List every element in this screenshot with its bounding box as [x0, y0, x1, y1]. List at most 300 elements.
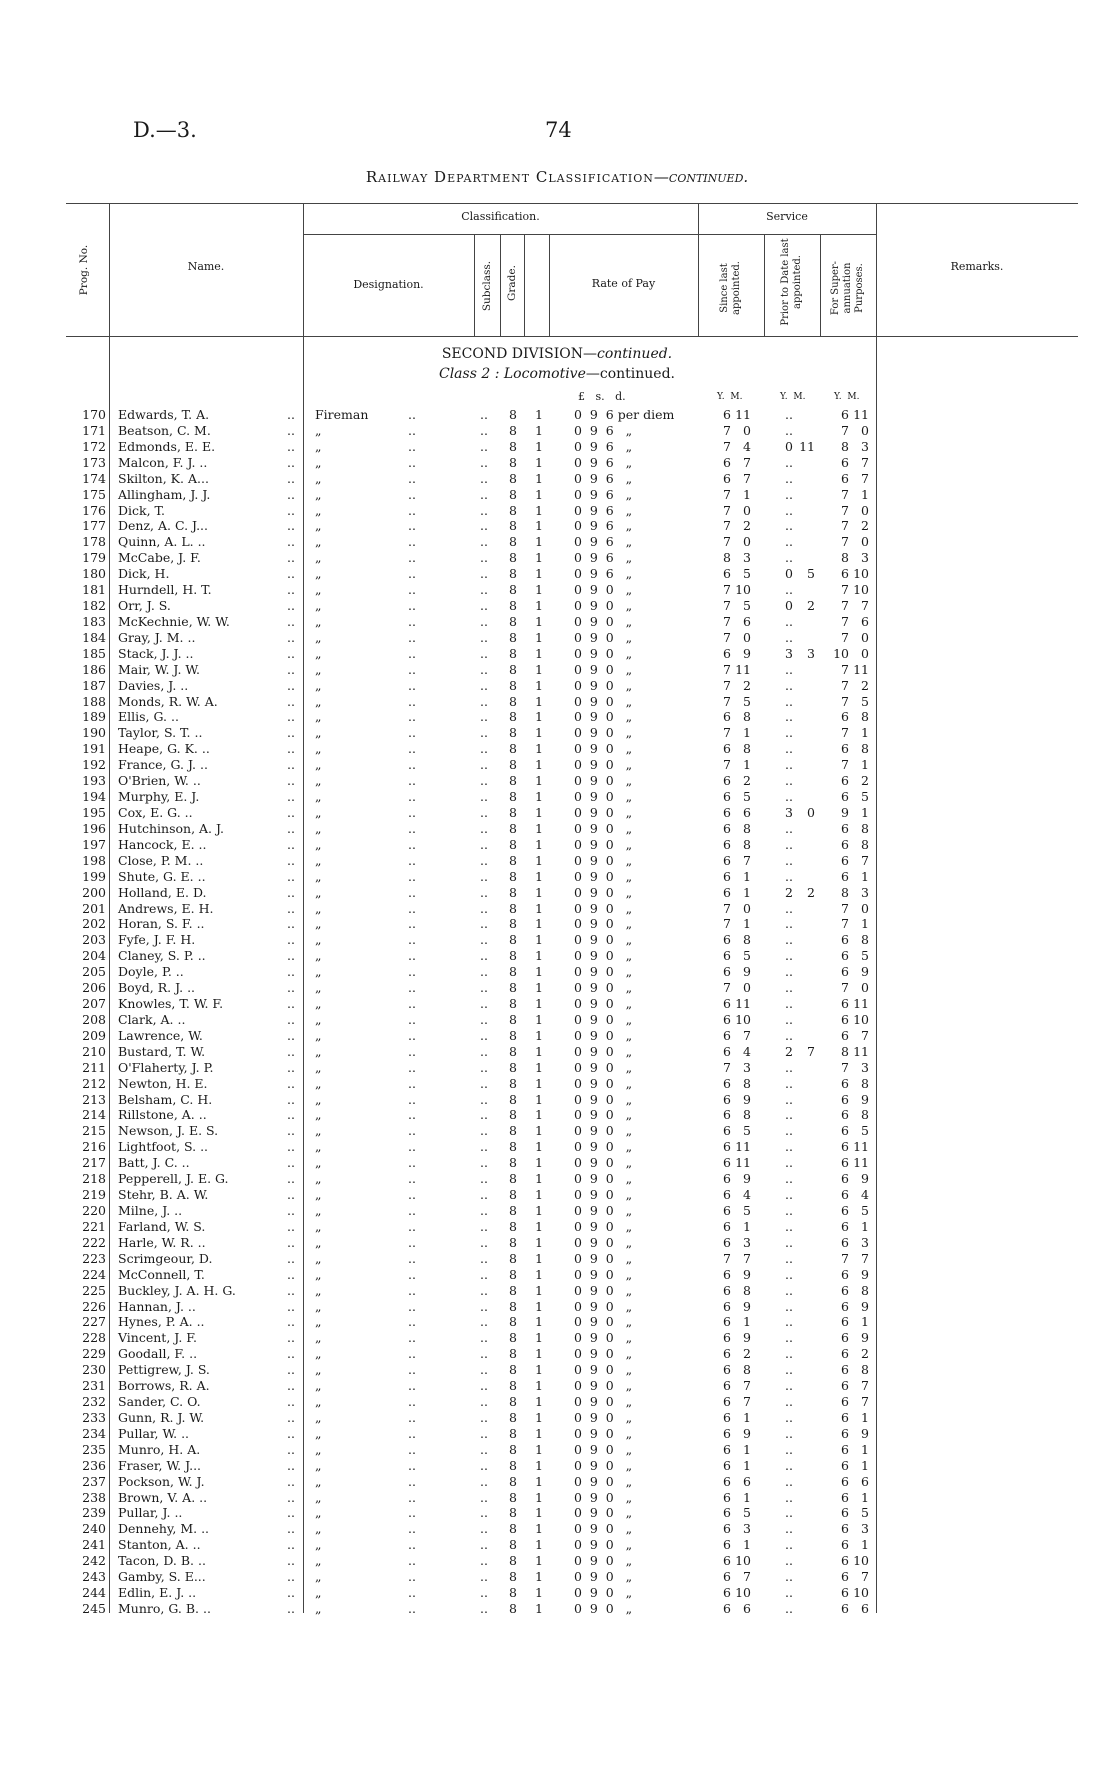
cell-leader: .. — [408, 1075, 416, 1091]
cell-prog-no: 175 — [82, 486, 106, 502]
table-row — [0, 773, 1114, 789]
cell-prog-no: 208 — [82, 1011, 106, 1027]
cell-leader: .. — [408, 789, 416, 805]
cell-super-months: 1 — [861, 1537, 869, 1553]
cell-name: McConnell, T. — [118, 1266, 205, 1282]
cell-subclass: 8 — [509, 948, 517, 964]
cell-since-months: 8 — [743, 1282, 751, 1298]
cell-name: Beatson, C. M. — [118, 422, 211, 438]
cell-since-years: 6 — [723, 868, 731, 884]
cell-super-months: 1 — [861, 1441, 869, 1457]
cell-subclass: 8 — [509, 1266, 517, 1282]
table-row — [0, 1139, 1114, 1155]
cell-leader: .. — [480, 566, 488, 582]
cell-super-months: 3 — [861, 1059, 869, 1075]
cell-subclass: 8 — [509, 486, 517, 502]
cell-subclass: 8 — [509, 741, 517, 757]
cell-since-years: 6 — [723, 1409, 731, 1425]
units-prior: Y. M. — [780, 392, 806, 402]
cell-prior-years: .. — [785, 502, 793, 518]
cell-super-years: 6 — [841, 1234, 849, 1250]
cell-leader: .. — [287, 422, 295, 438]
cell-since-months: 6 — [743, 805, 751, 820]
cell-since-months: 10 — [735, 1585, 751, 1601]
cell-grade: 1 — [535, 470, 543, 486]
cell-leader: .. — [287, 629, 295, 645]
table-row — [0, 1044, 1114, 1060]
cell-leader: .. — [480, 757, 488, 773]
cell-leader: .. — [287, 1218, 295, 1234]
cell-super-months: 0 — [861, 422, 869, 438]
cell-leader: .. — [408, 900, 416, 916]
cell-rate-of-pay: 0 9 0 „ — [574, 1537, 633, 1553]
cell-grade: 1 — [535, 916, 543, 932]
cell-designation: „ — [315, 916, 322, 932]
cell-super-years: 7 — [841, 598, 849, 614]
class-label: Class 2 : — [438, 366, 500, 382]
cell-leader: .. — [408, 486, 416, 502]
cell-prior-years: .. — [785, 1171, 793, 1187]
cell-since-months: 11 — [735, 1139, 751, 1155]
cell-since-years: 7 — [723, 582, 731, 598]
cell-designation: „ — [315, 900, 322, 916]
cell-subclass: 8 — [509, 868, 517, 884]
cell-super-months: 7 — [861, 852, 869, 868]
cell-grade: 1 — [535, 693, 543, 709]
cell-prior-years: .. — [785, 852, 793, 868]
cell-prog-no: 205 — [82, 964, 106, 980]
cell-rate-of-pay: 0 9 0 „ — [574, 1027, 633, 1043]
cell-since-years: 6 — [723, 1314, 731, 1330]
cell-leader: .. — [408, 645, 416, 661]
cell-leader: .. — [287, 502, 295, 518]
cell-super-years: 6 — [841, 1171, 849, 1187]
cell-rate-of-pay: 0 9 0 „ — [574, 613, 633, 629]
cell-leader: .. — [287, 1378, 295, 1394]
cell-rate-of-pay: 0 9 6 „ — [574, 502, 633, 518]
cell-designation: „ — [315, 741, 322, 757]
cell-leader: .. — [480, 1409, 488, 1425]
cell-since-years: 6 — [723, 1139, 731, 1155]
cell-prior-years: .. — [785, 454, 793, 470]
cell-prior-years: .. — [785, 582, 793, 598]
cell-prog-no: 244 — [82, 1585, 106, 1601]
cell-prog-no: 229 — [82, 1346, 106, 1362]
cell-since-years: 6 — [723, 1378, 731, 1394]
cell-rate-of-pay: 0 9 0 „ — [574, 996, 633, 1012]
cell-name: O'Flaherty, J. P. — [118, 1059, 214, 1075]
table-row — [0, 503, 1114, 519]
cell-subclass: 8 — [509, 1409, 517, 1425]
cell-prior-years: .. — [785, 1234, 793, 1250]
cell-leader: .. — [287, 1521, 295, 1537]
cell-rate-of-pay: 0 9 0 „ — [574, 1521, 633, 1537]
cell-leader: .. — [480, 677, 488, 693]
cell-since-years: 6 — [723, 1203, 731, 1218]
cell-super-months: 11 — [853, 1155, 869, 1171]
cell-prior-years: .. — [785, 1553, 793, 1569]
cell-prog-no: 186 — [82, 661, 106, 677]
cell-prior-years: 3 — [785, 805, 793, 820]
cell-prior-years: .. — [785, 836, 793, 852]
cell-leader: .. — [480, 502, 488, 518]
cell-rate-of-pay: 0 9 0 „ — [574, 1569, 633, 1585]
header-rate-of-pay: Rate of Pay — [591, 277, 656, 290]
table-row — [0, 1474, 1114, 1490]
cell-since-months: 1 — [743, 486, 751, 502]
cell-rate-of-pay: 0 9 0 „ — [574, 1441, 633, 1457]
cell-prog-no: 193 — [82, 773, 106, 789]
cell-grade: 1 — [535, 1266, 543, 1282]
cell-leader: .. — [287, 868, 295, 884]
cell-leader: .. — [408, 534, 416, 550]
cell-subclass: 8 — [509, 582, 517, 598]
cell-name: Boyd, R. J. .. — [118, 980, 196, 996]
cell-prog-no: 202 — [82, 916, 106, 932]
cell-leader: .. — [287, 1298, 295, 1314]
cell-super-months: 8 — [861, 932, 869, 948]
cell-designation: „ — [315, 582, 322, 598]
cell-leader: .. — [408, 948, 416, 964]
cell-grade: 1 — [535, 820, 543, 836]
table-row — [0, 423, 1114, 439]
cell-super-years: 8 — [841, 438, 849, 454]
cell-leader: .. — [408, 550, 416, 566]
cell-name: Ellis, G. .. — [118, 709, 179, 725]
cell-since-months: 1 — [743, 1537, 751, 1553]
cell-since-years: 6 — [723, 1457, 731, 1473]
cell-grade: 1 — [535, 900, 543, 916]
cell-leader: .. — [287, 1171, 295, 1187]
cell-rate-of-pay: 0 9 0 „ — [574, 1091, 633, 1107]
header-designation: Designation. — [353, 278, 424, 291]
cell-super-months: 6 — [861, 613, 869, 629]
cell-super-months: 0 — [861, 980, 869, 996]
cell-subclass: 8 — [509, 566, 517, 582]
cell-super-years: 6 — [841, 1139, 849, 1155]
cell-prior-years: .. — [785, 534, 793, 550]
cell-super-months: 1 — [861, 1489, 869, 1505]
cell-leader: .. — [480, 486, 488, 502]
cell-since-months: 5 — [743, 598, 751, 614]
cell-grade: 1 — [535, 948, 543, 964]
cell-super-years: 6 — [841, 1601, 849, 1616]
units-pay: £ s. d. — [578, 390, 626, 403]
cell-since-years: 6 — [723, 1091, 731, 1107]
cell-prog-no: 194 — [82, 789, 106, 805]
cell-since-years: 6 — [723, 1027, 731, 1043]
cell-prior-years: .. — [785, 1075, 793, 1091]
cell-prior-years: .. — [785, 613, 793, 629]
cell-prior-years: 0 — [785, 438, 793, 454]
cell-subclass: 8 — [509, 645, 517, 661]
cell-designation: „ — [315, 454, 322, 470]
cell-leader: .. — [408, 1553, 416, 1569]
cell-prior-years: .. — [785, 741, 793, 757]
table-row — [0, 1458, 1114, 1474]
cell-super-months: 9 — [861, 1425, 869, 1441]
cell-rate-of-pay: 0 9 0 „ — [574, 1553, 633, 1569]
table-row — [0, 1219, 1114, 1235]
cell-grade: 1 — [535, 1298, 543, 1314]
cell-super-months: 1 — [861, 805, 869, 820]
cell-leader: .. — [287, 725, 295, 741]
cell-since-months: 6 — [743, 1473, 751, 1489]
cell-rate-of-pay: 0 9 6 „ — [574, 486, 633, 502]
cell-subclass: 8 — [509, 518, 517, 534]
cell-grade: 1 — [535, 805, 543, 820]
cell-rate-of-pay: 0 9 0 „ — [574, 741, 633, 757]
cell-leader: .. — [408, 470, 416, 486]
cell-subclass: 8 — [509, 1282, 517, 1298]
cell-subclass: 8 — [509, 693, 517, 709]
cell-designation: „ — [315, 725, 322, 741]
cell-since-months: 0 — [743, 900, 751, 916]
cell-subclass: 8 — [509, 502, 517, 518]
cell-subclass: 8 — [509, 757, 517, 773]
cell-prog-no: 190 — [82, 725, 106, 741]
table-row — [0, 1378, 1114, 1394]
table-row — [0, 725, 1114, 741]
table-row — [0, 805, 1114, 821]
cell-leader: .. — [287, 1330, 295, 1346]
cell-grade: 1 — [535, 1203, 543, 1218]
table-row — [0, 582, 1114, 598]
cell-since-years: 6 — [723, 852, 731, 868]
cell-super-years: 6 — [841, 1346, 849, 1362]
cell-leader: .. — [408, 1394, 416, 1410]
cell-leader: .. — [480, 1011, 488, 1027]
cell-rate-of-pay: 0 9 0 „ — [574, 1505, 633, 1521]
table-row — [0, 646, 1114, 662]
cell-prog-no: 220 — [82, 1203, 106, 1218]
cell-super-years: 6 — [841, 852, 849, 868]
cell-prior-years: .. — [785, 1362, 793, 1378]
cell-designation: „ — [315, 932, 322, 948]
cell-since-months: 0 — [743, 502, 751, 518]
cell-designation: „ — [315, 980, 322, 996]
cell-prior-years: .. — [785, 916, 793, 932]
cell-super-months: 7 — [861, 1027, 869, 1043]
cell-since-months: 1 — [743, 1457, 751, 1473]
cell-super-years: 6 — [841, 1378, 849, 1394]
cell-prog-no: 199 — [82, 868, 106, 884]
cell-leader: .. — [408, 725, 416, 741]
cell-rate-of-pay: 0 9 0 „ — [574, 1282, 633, 1298]
cell-super-years: 6 — [841, 1569, 849, 1585]
cell-leader: .. — [480, 1266, 488, 1282]
cell-since-months: 1 — [743, 725, 751, 741]
cell-super-years: 6 — [841, 1266, 849, 1282]
cell-grade: 1 — [535, 1425, 543, 1441]
cell-leader: .. — [408, 1234, 416, 1250]
cell-prog-no: 238 — [82, 1489, 106, 1505]
cell-leader: .. — [408, 1298, 416, 1314]
cell-super-months: 7 — [861, 1569, 869, 1585]
cell-grade: 1 — [535, 1537, 543, 1553]
cell-grade: 1 — [535, 773, 543, 789]
cell-prog-no: 233 — [82, 1409, 106, 1425]
cell-prior-years: .. — [785, 725, 793, 741]
cell-leader: .. — [480, 1314, 488, 1330]
table-row — [0, 1107, 1114, 1123]
cell-rate-of-pay: 0 9 0 „ — [574, 1394, 633, 1410]
cell-leader: .. — [287, 407, 295, 422]
cell-super-months: 3 — [861, 438, 869, 454]
table-row — [0, 869, 1114, 885]
cell-prog-no: 245 — [82, 1601, 106, 1616]
cell-since-months: 8 — [743, 932, 751, 948]
cell-rate-of-pay: 0 9 6 „ — [574, 550, 633, 566]
cell-leader: .. — [480, 884, 488, 900]
cell-name: Milne, J. .. — [118, 1203, 183, 1218]
table-row — [0, 439, 1114, 455]
cell-rate-of-pay: 0 9 0 „ — [574, 1203, 633, 1218]
cell-prior-years: .. — [785, 1378, 793, 1394]
cell-leader: .. — [480, 1457, 488, 1473]
cell-leader: .. — [480, 1059, 488, 1075]
cell-rate-of-pay: 0 9 0 „ — [574, 1123, 633, 1139]
cell-leader: .. — [408, 884, 416, 900]
cell-prog-no: 183 — [82, 613, 106, 629]
cell-subclass: 8 — [509, 1553, 517, 1569]
cell-designation: „ — [315, 868, 322, 884]
cell-prog-no: 185 — [82, 645, 106, 661]
cell-leader: .. — [408, 1585, 416, 1601]
cell-designation: „ — [315, 1457, 322, 1473]
cell-grade: 1 — [535, 884, 543, 900]
cell-super-years: 6 — [841, 1187, 849, 1203]
cell-name: Dick, T. — [118, 502, 166, 518]
cell-since-months: 1 — [743, 1218, 751, 1234]
cell-since-months: 3 — [743, 1234, 751, 1250]
table-row — [0, 1569, 1114, 1585]
cell-prior-years: .. — [785, 1394, 793, 1410]
cell-leader: .. — [408, 1409, 416, 1425]
cell-subclass: 8 — [509, 470, 517, 486]
cell-leader: .. — [408, 1218, 416, 1234]
cell-since-months: 8 — [743, 709, 751, 725]
cell-leader: .. — [480, 613, 488, 629]
table-row — [0, 1362, 1114, 1378]
division-label: SECOND DIVISION— — [441, 346, 598, 362]
table-row — [0, 948, 1114, 964]
cell-leader: .. — [287, 1139, 295, 1155]
cell-designation: „ — [315, 805, 322, 820]
cell-leader: .. — [408, 868, 416, 884]
table-row — [0, 455, 1114, 471]
cell-subclass: 8 — [509, 773, 517, 789]
cell-leader: .. — [287, 1123, 295, 1139]
table-row — [0, 1060, 1114, 1076]
cell-super-months: 1 — [861, 486, 869, 502]
cell-prog-no: 243 — [82, 1569, 106, 1585]
cell-name: Dennehy, M. .. — [118, 1521, 210, 1537]
cell-name: Skilton, K. A... — [118, 470, 209, 486]
cell-super-years: 7 — [841, 725, 849, 741]
cell-super-years: 6 — [841, 1155, 849, 1171]
cell-leader: .. — [287, 1314, 295, 1330]
cell-rate-of-pay: 0 9 0 „ — [574, 598, 633, 614]
cell-rate-of-pay: 0 9 0 „ — [574, 1346, 633, 1362]
cell-since-years: 6 — [723, 1346, 731, 1362]
cell-since-years: 6 — [723, 1521, 731, 1537]
cell-prog-no: 191 — [82, 741, 106, 757]
cell-prior-years: .. — [785, 900, 793, 916]
cell-leader: .. — [480, 709, 488, 725]
cell-name: Holland, E. D. — [118, 884, 207, 900]
cell-since-years: 7 — [723, 1250, 731, 1266]
cell-leader: .. — [480, 916, 488, 932]
cell-since-years: 6 — [723, 1266, 731, 1282]
cell-subclass: 8 — [509, 1378, 517, 1394]
cell-leader: .. — [480, 629, 488, 645]
cell-grade: 1 — [535, 1346, 543, 1362]
cell-since-years: 6 — [723, 1282, 731, 1298]
cell-prog-no: 178 — [82, 534, 106, 550]
cell-prog-no: 234 — [82, 1425, 106, 1441]
page-number: 74 — [545, 118, 572, 142]
cell-rate-of-pay: 0 9 0 „ — [574, 1075, 633, 1091]
table-row — [0, 1076, 1114, 1092]
table-row — [0, 821, 1114, 837]
cell-super-years: 6 — [841, 1107, 849, 1123]
cell-leader: .. — [408, 1362, 416, 1378]
cell-since-months: 7 — [743, 1250, 751, 1266]
cell-name: Andrews, E. H. — [118, 900, 214, 916]
cell-since-years: 8 — [723, 550, 731, 566]
cell-designation: Fireman — [315, 407, 369, 422]
cell-rate-of-pay: 0 9 0 „ — [574, 852, 633, 868]
cell-super-years: 6 — [841, 1505, 849, 1521]
cell-prior-years: .. — [785, 820, 793, 836]
cell-leader: .. — [287, 916, 295, 932]
cell-grade: 1 — [535, 566, 543, 582]
table-row — [0, 487, 1114, 503]
cell-since-months: 2 — [743, 773, 751, 789]
cell-since-months: 8 — [743, 820, 751, 836]
cell-since-months: 9 — [743, 1091, 751, 1107]
cell-prior-years: .. — [785, 1218, 793, 1234]
cell-super-years: 8 — [841, 550, 849, 566]
header-subclass: Subclass. — [481, 260, 493, 312]
cell-leader: .. — [480, 1203, 488, 1218]
table-row — [0, 1505, 1114, 1521]
cell-leader: .. — [287, 948, 295, 964]
cell-prog-no: 198 — [82, 852, 106, 868]
cell-leader: .. — [287, 805, 295, 820]
cell-name: Vincent, J. F. — [118, 1330, 197, 1346]
cell-leader: .. — [408, 438, 416, 454]
table-row — [0, 1235, 1114, 1251]
cell-subclass: 8 — [509, 980, 517, 996]
cell-grade: 1 — [535, 836, 543, 852]
cell-grade: 1 — [535, 629, 543, 645]
table-row — [0, 1330, 1114, 1346]
cell-super-years: 6 — [841, 1011, 849, 1027]
cell-prior-years: .. — [785, 1155, 793, 1171]
cell-leader: .. — [287, 1107, 295, 1123]
cell-prior-years: .. — [785, 1250, 793, 1266]
cell-grade: 1 — [535, 1075, 543, 1091]
cell-super-months: 3 — [861, 550, 869, 566]
cell-rate-of-pay: 0 9 0 „ — [574, 1330, 633, 1346]
cell-super-months: 1 — [861, 757, 869, 773]
cell-since-months: 3 — [743, 550, 751, 566]
cell-leader: .. — [287, 677, 295, 693]
cell-since-months: 7 — [743, 1378, 751, 1394]
cell-leader: .. — [480, 1218, 488, 1234]
